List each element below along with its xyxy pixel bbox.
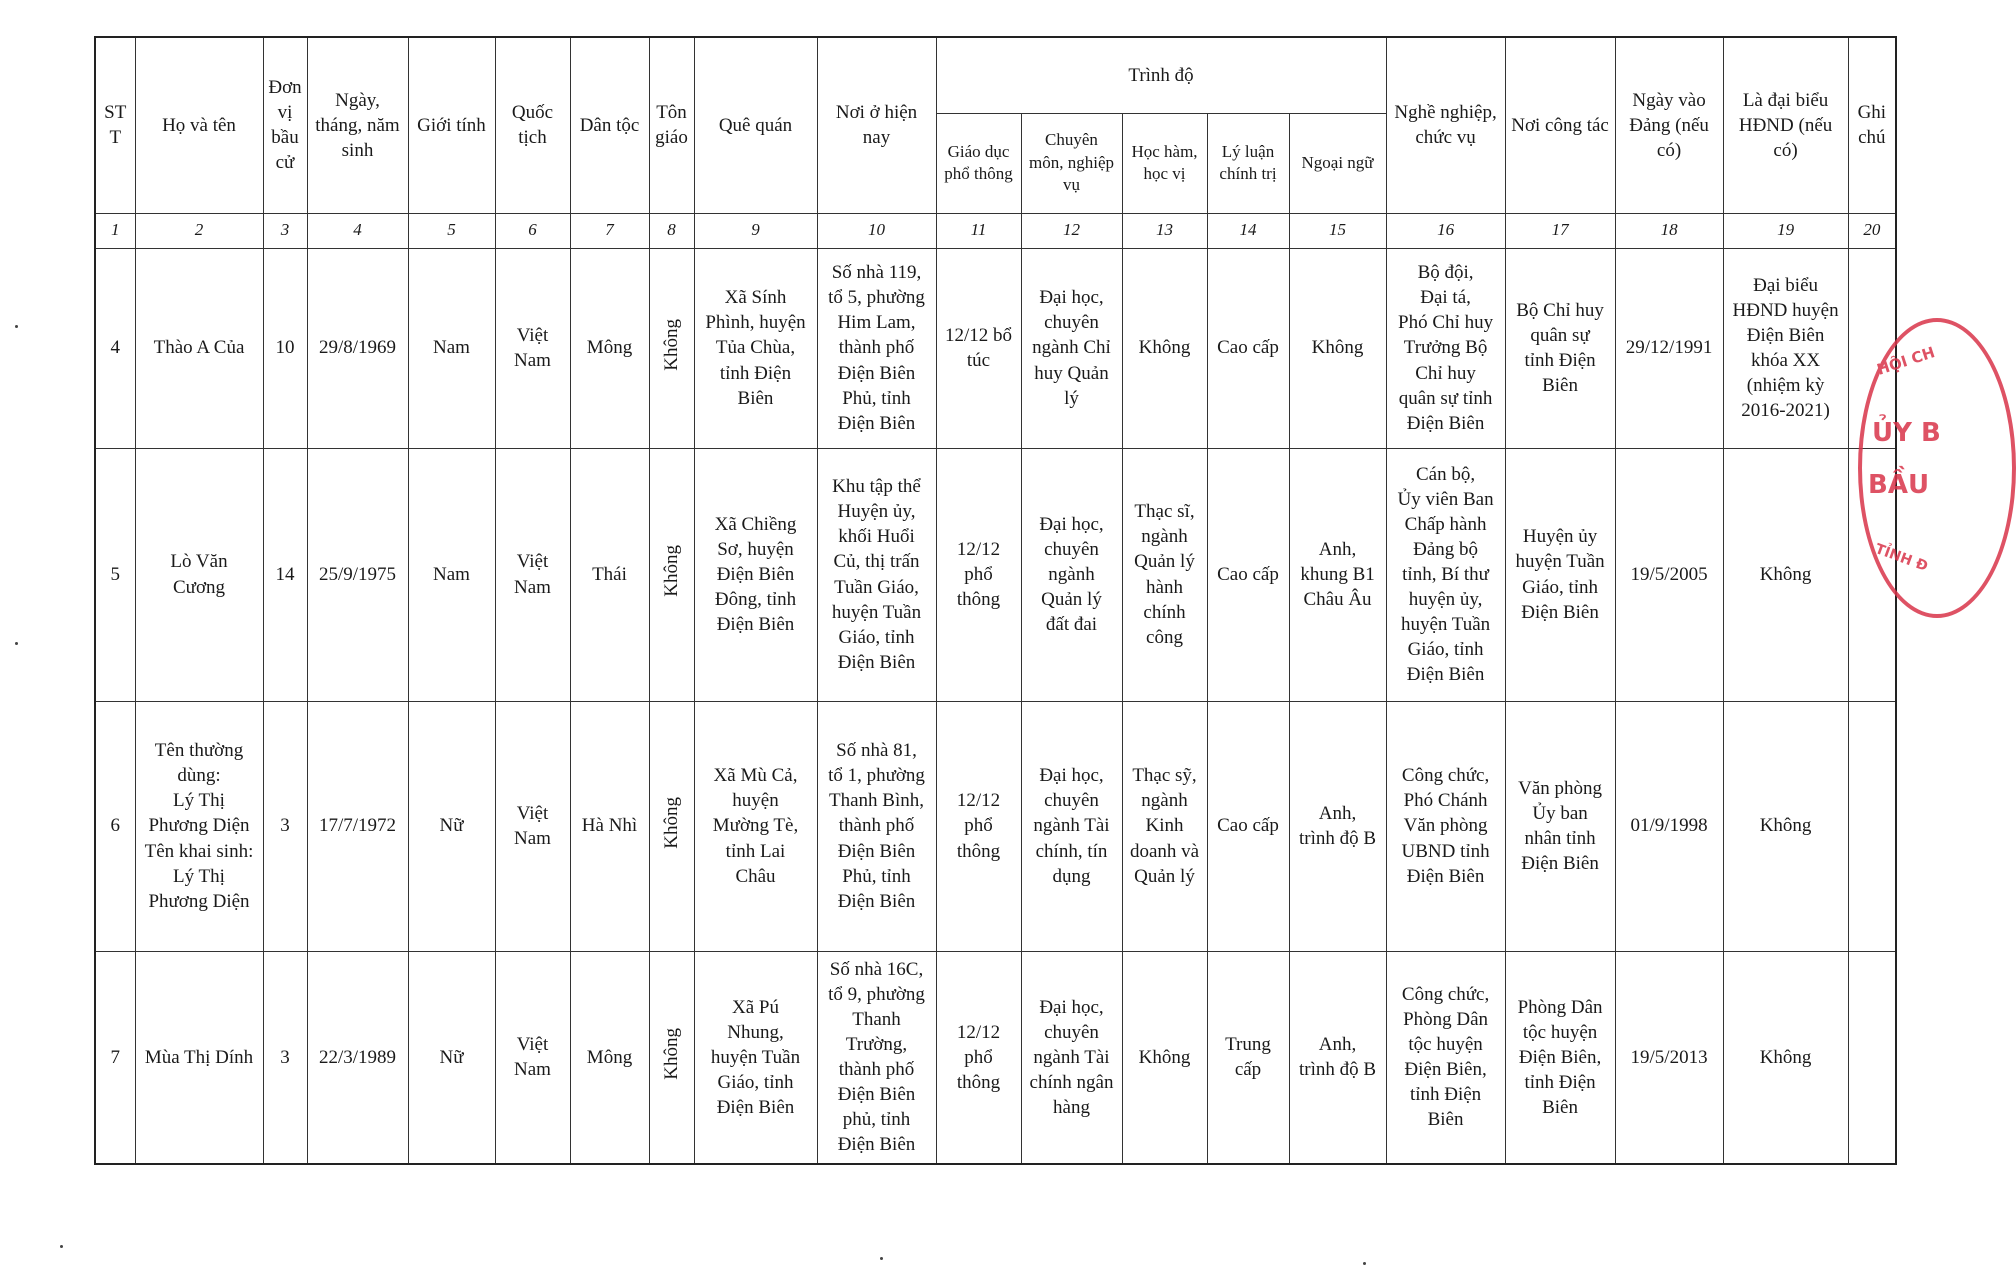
cell-note xyxy=(1848,701,1896,951)
cell-general-edu: 12/12 phổ thông xyxy=(936,951,1021,1164)
cell-dob: 17/7/1972 xyxy=(307,701,408,951)
cell-hometown: Xã Pú Nhung, huyện Tuần Giáo, tỉnh Điện Biên xyxy=(694,951,817,1164)
cell-ethnicity: Mông xyxy=(570,951,649,1164)
cell-name: Thào A Của xyxy=(135,248,263,448)
cell-workplace: Huyện ủy huyện Tuần Giáo, tỉnh Điện Biên xyxy=(1505,448,1615,701)
table-body xyxy=(95,213,1896,1164)
header-language: Ngoại ngữ xyxy=(1289,113,1386,213)
cell-name: Tên thường dùng: Lý Thị Phương Diện Tên khai sinh: Lý Thị Phương Diện xyxy=(135,701,263,951)
cell-unit: 3 xyxy=(263,701,307,951)
column-number: 13 xyxy=(1122,213,1207,248)
table-row xyxy=(95,951,1896,1164)
cell-hometown: Xã Mù Cả, huyện Mường Tè, tỉnh Lai Châu xyxy=(694,701,817,951)
header-nationality: Quốc tịch xyxy=(495,37,570,213)
cell-occupation: Cán bộ, Ủy viên Ban Chấp hành Đảng bộ tỉnh, Bí thư huyện ủy, huyện Tuần Giáo, tỉnh Điện Biên xyxy=(1386,448,1505,701)
cell-academic: Không xyxy=(1122,951,1207,1164)
cell-nationality: Việt Nam xyxy=(495,448,570,701)
cell-hometown: Xã Chiềng Sơ, huyện Điện Biên Đông, tỉnh Điện Biên xyxy=(694,448,817,701)
cell-ethnicity: Thái xyxy=(570,448,649,701)
cell-religion xyxy=(649,701,694,951)
header-general-edu: Giáo dục phổ thông xyxy=(936,113,1021,213)
cell-political: Cao cấp xyxy=(1207,701,1289,951)
cell-residence: Khu tập thể Huyện ủy, khối Huổi Củ, thị trấn Tuần Giáo, huyện Tuần Giáo, tỉnh Điện Biên xyxy=(817,448,936,701)
header-party-date: Ngày vào Đảng (nếu có) xyxy=(1615,37,1723,213)
scan-speck xyxy=(60,1245,63,1248)
cell-political: Trung cấp xyxy=(1207,951,1289,1164)
column-number: 6 xyxy=(495,213,570,248)
red-seal-stamp xyxy=(1858,318,2016,618)
column-number-row xyxy=(95,213,1896,248)
column-number: 9 xyxy=(694,213,817,248)
cell-specialty: Đại học, chuyên ngành Tài chính, tín dụng xyxy=(1021,701,1122,951)
cell-name: Mùa Thị Dính xyxy=(135,951,263,1164)
column-number: 7 xyxy=(570,213,649,248)
header-academic: Học hàm, học vị xyxy=(1122,113,1207,213)
column-number: 17 xyxy=(1505,213,1615,248)
cell-residence: Số nhà 119, tổ 5, phường Him Lam, thành phố Điện Biên Phủ, tỉnh Điện Biên xyxy=(817,248,936,448)
cell-political: Cao cấp xyxy=(1207,248,1289,448)
table-row xyxy=(95,248,1896,448)
column-number: 2 xyxy=(135,213,263,248)
cell-nationality: Việt Nam xyxy=(495,701,570,951)
cell-party-date: 29/12/1991 xyxy=(1615,248,1723,448)
cell-specialty: Đại học, chuyên ngành Tài chính ngân hàng xyxy=(1021,951,1122,1164)
column-number: 4 xyxy=(307,213,408,248)
column-number: 3 xyxy=(263,213,307,248)
cell-stt: 6 xyxy=(95,701,135,951)
cell-ethnicity: Mông xyxy=(570,248,649,448)
header-stt: ST T xyxy=(95,37,135,213)
scan-speck xyxy=(15,642,18,645)
cell-council: Không xyxy=(1723,951,1848,1164)
header-dob: Ngày, tháng, năm sinh xyxy=(307,37,408,213)
cell-general-edu: 12/12 phổ thông xyxy=(936,448,1021,701)
stamp-text-mid1: ỦY B xyxy=(1872,418,1941,448)
cell-stt: 5 xyxy=(95,448,135,701)
cell-religion xyxy=(649,248,694,448)
cell-note xyxy=(1848,951,1896,1164)
cell-nationality: Việt Nam xyxy=(495,951,570,1164)
cell-religion-text: Không xyxy=(660,545,682,597)
header-specialty: Chuyên môn, nghiệp vụ xyxy=(1021,113,1122,213)
header-religion: Tôn giáo xyxy=(649,37,694,213)
cell-council: Không xyxy=(1723,701,1848,951)
cell-party-date: 19/5/2005 xyxy=(1615,448,1723,701)
cell-unit: 10 xyxy=(263,248,307,448)
scan-speck xyxy=(880,1257,883,1260)
table-row xyxy=(95,448,1896,701)
cell-occupation: Công chức, Phó Chánh Văn phòng UBND tỉnh Điện Biên xyxy=(1386,701,1505,951)
cell-gender: Nữ xyxy=(408,701,495,951)
column-number: 18 xyxy=(1615,213,1723,248)
column-number: 8 xyxy=(649,213,694,248)
header-hometown: Quê quán xyxy=(694,37,817,213)
header-note: Ghi chú xyxy=(1848,37,1896,213)
header-political: Lý luận chính trị xyxy=(1207,113,1289,213)
cell-political: Cao cấp xyxy=(1207,448,1289,701)
column-number: 15 xyxy=(1289,213,1386,248)
cell-academic: Thạc sĩ, ngành Quản lý hành chính công xyxy=(1122,448,1207,701)
header-name: Họ và tên xyxy=(135,37,263,213)
cell-religion xyxy=(649,448,694,701)
cell-language: Anh, trình độ B xyxy=(1289,951,1386,1164)
table-row xyxy=(95,701,1896,951)
cell-unit: 14 xyxy=(263,448,307,701)
cell-specialty: Đại học, chuyên ngành Chỉ huy Quản lý xyxy=(1021,248,1122,448)
cell-workplace: Phòng Dân tộc huyện Điện Biên, tỉnh Điện Biên xyxy=(1505,951,1615,1164)
cell-language: Anh, trình độ B xyxy=(1289,701,1386,951)
cell-residence: Số nhà 81, tổ 1, phường Thanh Bình, thành phố Điện Biên Phủ, tỉnh Điện Biên xyxy=(817,701,936,951)
cell-council: Không xyxy=(1723,448,1848,701)
cell-party-date: 19/5/2013 xyxy=(1615,951,1723,1164)
column-number: 5 xyxy=(408,213,495,248)
header-occupation: Nghề nghiệp, chức vụ xyxy=(1386,37,1505,213)
header-residence: Nơi ở hiện nay xyxy=(817,37,936,213)
candidate-table xyxy=(94,36,1897,1165)
header-workplace: Nơi công tác xyxy=(1505,37,1615,213)
cell-stt: 4 xyxy=(95,248,135,448)
cell-general-edu: 12/12 bổ túc xyxy=(936,248,1021,448)
column-number: 1 xyxy=(95,213,135,248)
column-number: 20 xyxy=(1848,213,1896,248)
cell-stt: 7 xyxy=(95,951,135,1164)
cell-religion-text: Không xyxy=(660,318,682,371)
cell-hometown: Xã Sính Phình, huyện Tủa Chùa, tỉnh Điện Biên xyxy=(694,248,817,448)
cell-workplace: Văn phòng Ủy ban nhân tỉnh Điện Biên xyxy=(1505,701,1615,951)
cell-dob: 29/8/1969 xyxy=(307,248,408,448)
cell-name: Lò Văn Cương xyxy=(135,448,263,701)
cell-ethnicity: Hà Nhì xyxy=(570,701,649,951)
scan-speck xyxy=(15,325,18,328)
cell-residence: Số nhà 16C, tổ 9, phường Thanh Trường, thành phố Điện Biên phủ, tỉnh Điện Biên xyxy=(817,951,936,1164)
cell-workplace: Bộ Chỉ huy quân sự tỉnh Điện Biên xyxy=(1505,248,1615,448)
cell-gender: Nam xyxy=(408,448,495,701)
cell-language: Anh, khung B1 Châu Âu xyxy=(1289,448,1386,701)
cell-occupation: Công chức, Phòng Dân tộc huyện Điện Biên, tỉnh Điện Biên xyxy=(1386,951,1505,1164)
cell-academic: Không xyxy=(1122,248,1207,448)
header-ethnicity: Dân tộc xyxy=(570,37,649,213)
stamp-text-top: HỘI CH xyxy=(1874,343,1937,379)
column-number: 19 xyxy=(1723,213,1848,248)
cell-academic: Thạc sỹ, ngành Kinh doanh và Quản lý xyxy=(1122,701,1207,951)
header-level-group: Trình độ xyxy=(936,37,1386,113)
cell-religion-text: Không xyxy=(660,796,682,849)
stamp-text-mid2: BẦU xyxy=(1868,470,1930,500)
header-council: Là đại biểu HĐND (nếu có) xyxy=(1723,37,1848,213)
column-number: 14 xyxy=(1207,213,1289,248)
header-gender: Giới tính xyxy=(408,37,495,213)
header-unit: Đơn vị bầu cử xyxy=(263,37,307,213)
cell-nationality: Việt Nam xyxy=(495,248,570,448)
cell-occupation: Bộ đội, Đại tá, Phó Chỉ huy Trưởng Bộ Chỉ huy quân sự tỉnh Điện Biên xyxy=(1386,248,1505,448)
column-number: 11 xyxy=(936,213,1021,248)
column-number: 16 xyxy=(1386,213,1505,248)
scan-speck xyxy=(1363,1262,1366,1265)
column-number: 10 xyxy=(817,213,936,248)
cell-council: Đại biểu HĐND huyện Điện Biên khóa XX (nhiệm kỳ 2016-2021) xyxy=(1723,248,1848,448)
cell-religion xyxy=(649,951,694,1164)
cell-gender: Nam xyxy=(408,248,495,448)
cell-unit: 3 xyxy=(263,951,307,1164)
cell-dob: 25/9/1975 xyxy=(307,448,408,701)
column-number: 12 xyxy=(1021,213,1122,248)
cell-specialty: Đại học, chuyên ngành Quản lý đất đai xyxy=(1021,448,1122,701)
cell-religion-text: Không xyxy=(660,1027,682,1080)
cell-gender: Nữ xyxy=(408,951,495,1164)
cell-general-edu: 12/12 phổ thông xyxy=(936,701,1021,951)
cell-dob: 22/3/1989 xyxy=(307,951,408,1164)
cell-language: Không xyxy=(1289,248,1386,448)
stamp-text-bottom: TỈNH Đ xyxy=(1872,541,1930,575)
cell-party-date: 01/9/1998 xyxy=(1615,701,1723,951)
